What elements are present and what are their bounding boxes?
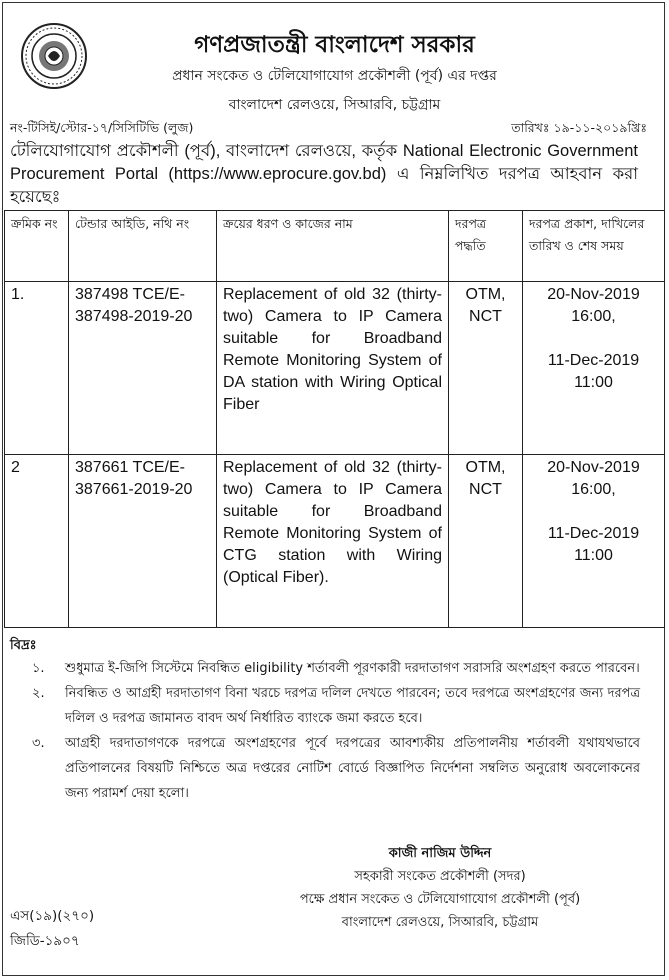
row-closing-date: 11-Dec-2019 11:00 [547,352,640,391]
row-dates [523,282,665,455]
note-item [20,681,640,731]
tender-table [4,210,665,628]
government-title: গণপ্রজাতন্ত্রী বাংলাদেশ সরকার [194,32,475,58]
row-publish-date: 20-Nov-2019 16:00, [547,459,640,498]
header-tender-id: টেন্ডার আইডি, নথি নং [69,211,217,282]
notes-list [20,656,640,806]
ad-code: এস(১৯)(২৭০) [10,908,95,924]
note-number: ৩. [32,736,45,751]
intro-paragraph: টেলিযোগাযোগ প্রকৌশলী (পূর্ব), বাংলাদেশ রেলওয়ে, কর্তৃক National Electronic Government Procurement Portal (https://www.eprocure.gov.bd) এ নিম্নলিখিত দরপত্র আহবান করা হয়েছেঃ [10,142,638,206]
header-work-name: ক্রয়ের ধরণ ও কাজের নাম [217,211,449,282]
row-tender-id: 387661 TCE/E-387661-2019-20 [69,455,217,628]
table-header-row [5,211,665,282]
table-row [5,282,665,455]
office-name: প্রধান সংকেত ও টেলিযোগাযোগ প্রকৌশলী (পূর্ব) এর দপ্তর [172,68,497,84]
header-serial: ক্রমিক নং [5,211,69,282]
table-row [5,455,665,628]
date-spacer [529,328,658,350]
signatory-on-behalf: পক্ষে প্রধান সংকেত ও টেলিযোগাযোগ প্রকৌশলী (পূর্ব) [299,892,581,907]
note-text: শুধুমাত্র ই-জিপি সিস্টেমে নিবন্ধিত eligibility শর্তাবলী পূরণকারী দরদাতাগণ সরাসরি অংশগ্রহণ করতে পারবেন। [65,661,640,676]
row-closing-date: 11-Dec-2019 11:00 [547,525,640,564]
gd-code: জিডি-১৯০৭ [10,933,80,949]
signatory-name: কাজী নাজিম উদ্দিন [388,846,492,861]
signatory-title: সহকারী সংকেত প্রকৌশলী (সদর) [354,869,526,884]
row-dates [523,455,665,628]
notes-title: বিদ্রঃ [10,638,37,653]
notice-date: তারিখঃ ১৯-১১-২০১৯খ্রিঃ [511,120,647,135]
note-number: ১. [32,661,45,676]
signature-block [250,842,630,934]
row-serial: 1. [5,282,69,455]
reference-number: নং-টিসিই/স্টোর-১৭/সিসিটিভি (লুজ) [10,120,194,135]
row-method: OTM, NCT [449,455,523,628]
header-method: দরপত্র পদ্ধতি [449,211,523,282]
row-tender-id: 387498 TCE/E-387498-2019-20 [69,282,217,455]
row-publish-date: 20-Nov-2019 16:00, [547,286,640,325]
row-serial: 2 [5,455,69,628]
header-dates: দরপত্র প্রকাশ, দাখিলের তারিখ ও শেষ সময় [523,211,665,282]
row-work-name: Replacement of old 32 (thirty-two) Camera to IP Camera suitable for Broadband Remote Monitoring System of DA station with Wiring Optical Fiber [217,282,449,455]
note-text: আগ্রহী দরদাতাগণকে দরপত্রে অংশগ্রহণের পূর্বে দরপত্রের আবশ্যকীয় প্রতিপালনীয় শর্তাবলী যথাযথভাবে প্রতিপালনের বিষয়টি নিশ্চিতে অত্র দপ্তরের নোটিশ বোর্ডে বিজ্ঞাপিত নির্দেশনা সম্বলিত অনুরোধ অবলোকনের জন্য পরামর্শ দেয়া হলো। [65,736,640,801]
note-number: ২. [32,686,45,701]
note-text: নিবন্ধিত ও আগ্রহী দরদাতাগণ বিনা খরচে দরপত্র দলিল দেখতে পারবেন; তবে দরপত্রে অংশগ্রহণের জন্য দরপত্র দলিল ও দরপত্র জামানত বাবদ অর্থ নির্ধারিত ব্যাংকে জমা করতে হবে। [65,686,640,726]
date-spacer [529,501,658,523]
note-item [20,731,640,806]
signatory-address: বাংলাদেশ রেলওয়ে, সিআরবি, চট্টগ্রাম [341,915,539,930]
note-item [20,656,640,681]
row-method: OTM, NCT [449,282,523,455]
row-work-name: Replacement of old 32 (thirty-two) Camera to IP Camera suitable for Broadband Remote Monitoring System of CTG station with Wiring (Optical Fiber). [217,455,449,628]
office-address: বাংলাদেশ রেলওয়ে, সিআরবি, চট্টগ্রাম [228,97,441,113]
